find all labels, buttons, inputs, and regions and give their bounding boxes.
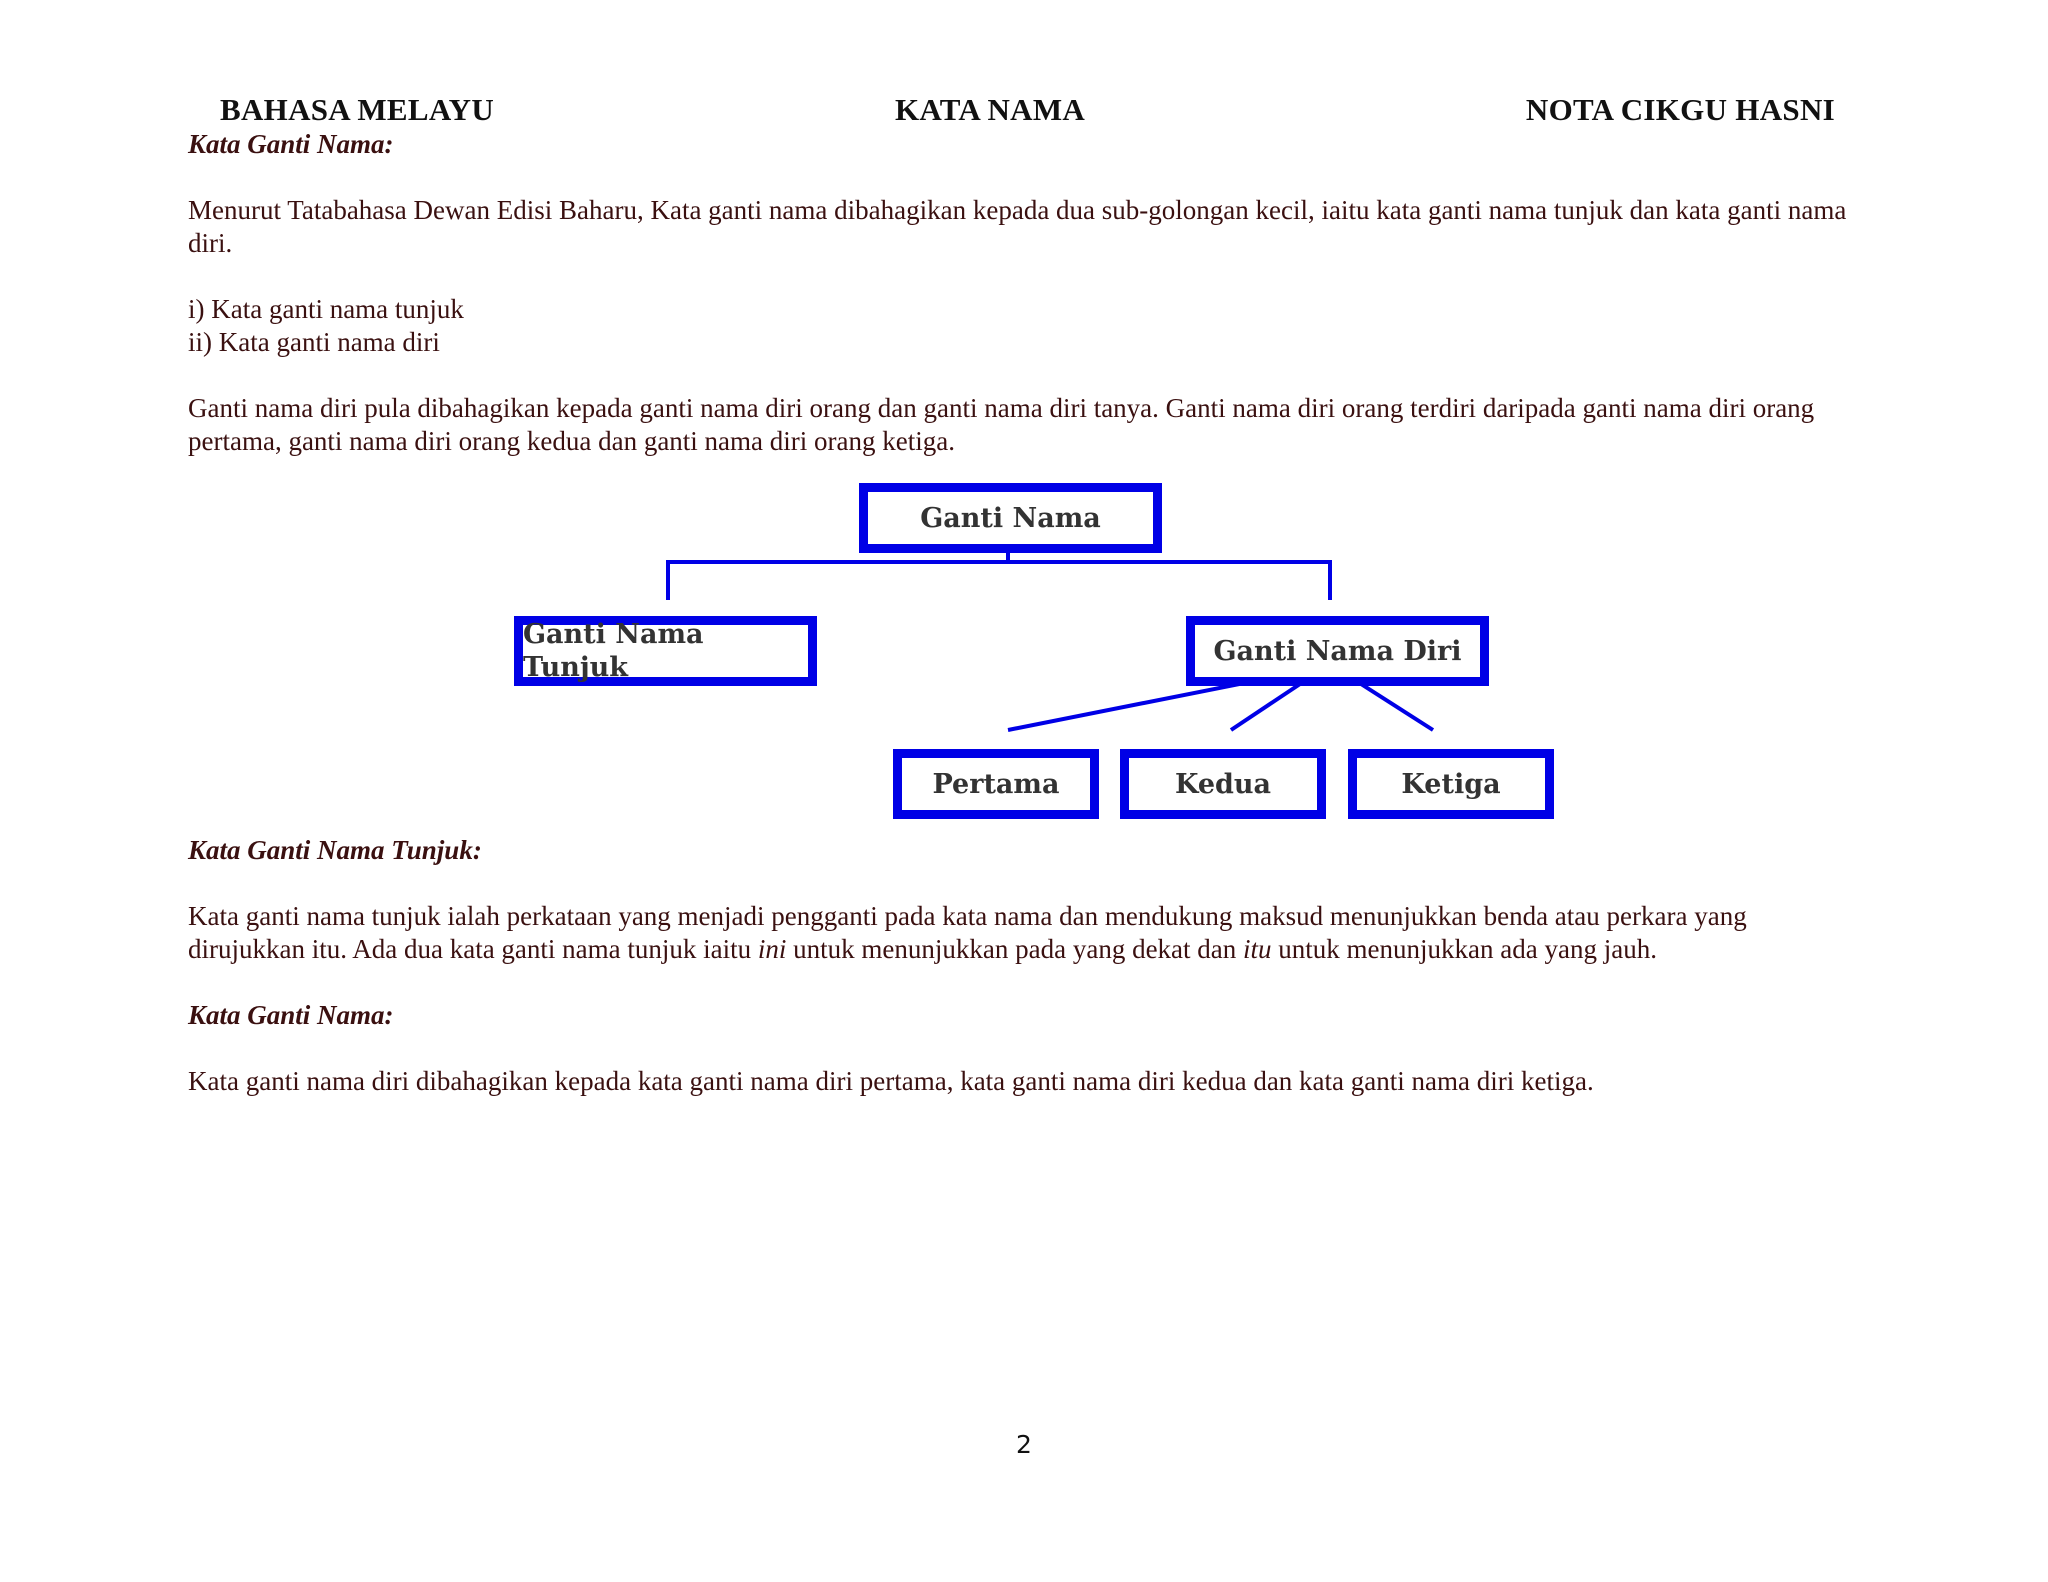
section-heading-tunjuk: Kata Ganti Nama Tunjuk: xyxy=(188,835,482,865)
node-ketiga: Ketiga xyxy=(1348,749,1554,819)
list-item-tunjuk: i) Kata ganti nama tunjuk xyxy=(188,294,464,324)
document-body xyxy=(188,128,1848,1098)
tunjuk-text-b: untuk menunjukkan pada yang dekat dan xyxy=(786,934,1244,964)
node-ganti-nama-diri: Ganti Nama Diri xyxy=(1186,616,1489,686)
node-ganti-nama: Ganti Nama xyxy=(859,483,1162,553)
list-item-diri: ii) Kata ganti nama diri xyxy=(188,327,440,357)
tunjuk-text-a: Kata ganti nama tunjuk ialah perkataan yang menjadi pengganti pada kata nama dan mendukung maksud menunjukkan benda atau perkara yang dirujukkan itu. Ada dua kata ganti nama tunjuk iaitu xyxy=(188,901,1747,964)
tunjuk-word-itu: itu xyxy=(1243,934,1272,964)
page-number: 2 xyxy=(1016,1430,1032,1459)
ganti-nama-diri-paragraph: Ganti nama diri pula dibahagikan kepada ganti nama diri orang dan ganti nama diri tanya. Ganti nama diri orang terdiri daripada ganti nama diri orang pertama, ganti nama diri orang kedua dan ganti nama diri orang ketiga. xyxy=(188,393,1815,456)
section-heading-diri: Kata Ganti Nama: xyxy=(188,1000,394,1030)
node-pertama: Pertama xyxy=(893,749,1099,819)
tunjuk-text-c: untuk menunjukkan ada yang jauh. xyxy=(1271,934,1657,964)
diri-paragraph: Kata ganti nama diri dibahagikan kepada kata ganti nama diri pertama, kata ganti nama diri kedua dan kata ganti nama diri ketiga. xyxy=(188,1066,1594,1096)
intro-paragraph: Menurut Tatabahasa Dewan Edisi Baharu, Kata ganti nama dibahagikan kepada dua sub-golongan kecil, iaitu kata ganti nama tunjuk dan kata ganti nama diri. xyxy=(188,195,1847,258)
header-topic: KATA NAMA xyxy=(894,92,1086,127)
tunjuk-paragraph xyxy=(188,900,1848,966)
node-ganti-nama-tunjuk: Ganti Nama Tunjuk xyxy=(514,616,817,686)
header-author: NOTA CIKGU HASNI xyxy=(1525,92,1835,127)
tunjuk-word-ini: ini xyxy=(757,934,787,964)
section-heading-kata-ganti-nama: Kata Ganti Nama: xyxy=(188,129,394,159)
header-subject: BAHASA MELAYU xyxy=(220,92,495,127)
ganti-nama-tree-diagram xyxy=(188,458,1848,834)
node-kedua: Kedua xyxy=(1120,749,1326,819)
